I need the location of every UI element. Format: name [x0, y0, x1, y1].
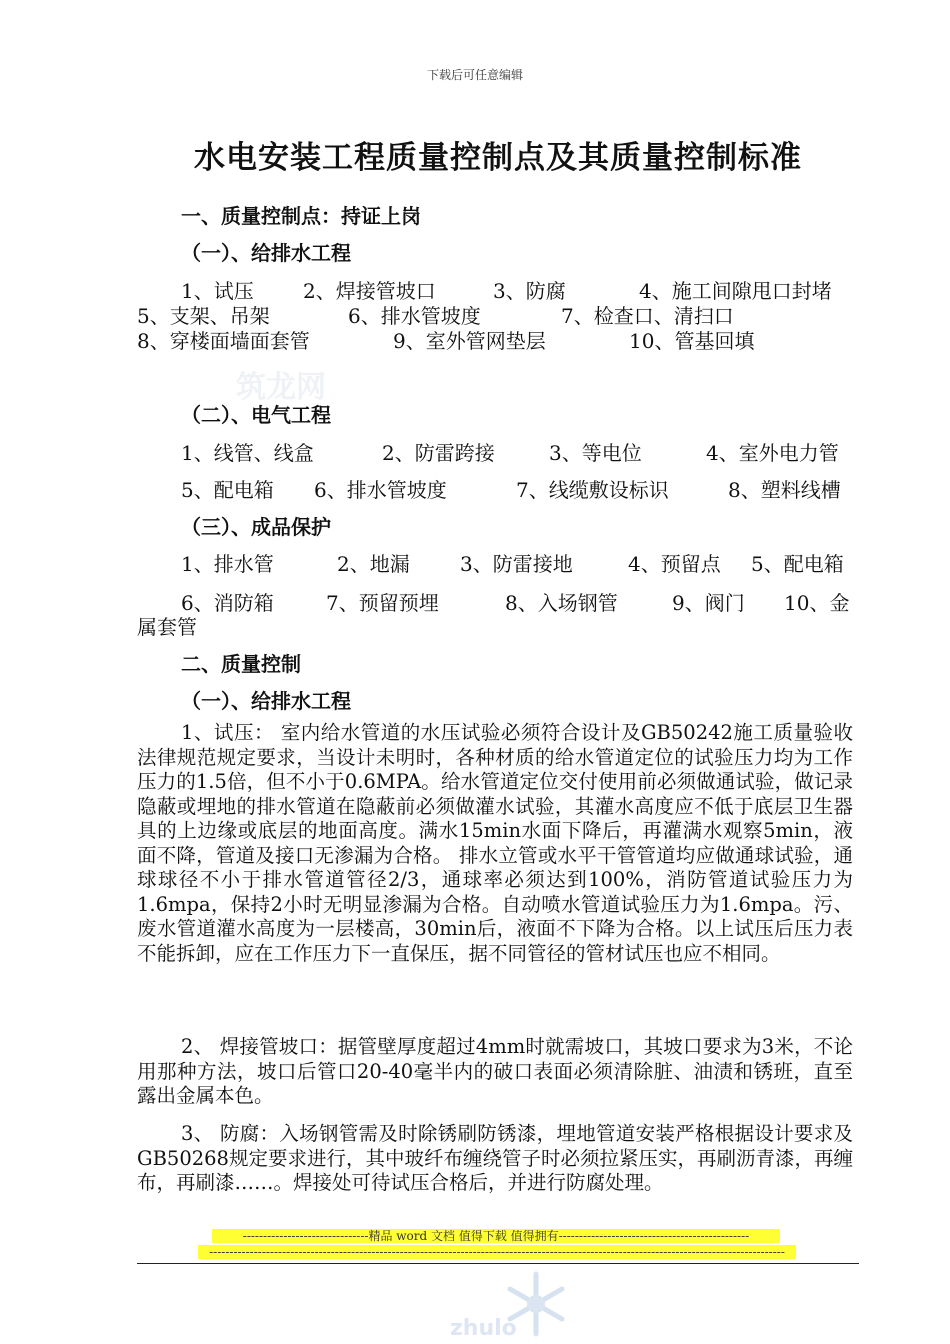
paragraph-text: 3、 防腐：入场钢管需及时除锈刷防锈漆，埋地管道安装严格根据设计要求及GB50268规定要求进行，其中玻纤布缠绕管子时必须拉紧压实，再刷沥青漆，再缠布，再刷漆……。焊接处可待试压合格后，并进行防腐处理。 — [137, 1122, 853, 1194]
list-item: 5、配电箱 — [751, 552, 844, 576]
list-item: 10、金 — [784, 591, 850, 615]
list-item: 1、试压 — [181, 279, 254, 303]
paragraph-text: 2、 焊接管坡口：据管壁厚度超过4mm时就需坡口，其坡口要求为3米，不论用那种方法，坡口后管口20-40毫半内的破口表面必须清除脏、油渍和锈班，直至露出金属本色。 — [137, 1035, 853, 1107]
list-item: 6、消防箱 — [181, 591, 274, 615]
list-item: 7、预留预埋 — [326, 591, 439, 615]
list-item: 6、排水管坡度 — [348, 304, 481, 328]
paragraph-text: 1、试压： 室内给水管道的水压试验必须符合设计及GB50242施工质量验收法律规范规定要求，当设计未明时，各种材质的给水管道定位的试验压力均为工作压力的1.5倍，但不小于0.6MPA。给水管道定位交付使用前必须做通试验，做记录隐蔽或埋地的排水管道在隐蔽前必须做灌水试验，其灌水高度应不低于底层卫生器具的上边缘或底层的地面高度。满水15min水面下降后，再灌满水观察5min，液面不降，管道及接口无渗漏为合格。 排水立管或水平干管管道均应做通球试验，通球球径不小于排水管道管径2/3，通球率必须达到100%，消防管道试验压力为1.6mpa，保持2小时无明显渗漏为合格。自动喷水管道试验压力为1.6mpa。污、废水管道灌水高度为一层楼高，30min后，液面不下降为合格。以上试压后压力表不能拆卸，应在工作压力下一直保压，据不同管径的管材试压也应不相同。 — [137, 721, 853, 965]
section1-sub1-heading: （一）、给排水工程 — [181, 241, 351, 265]
section1-heading: 一、质量控制点：持证上岗 — [181, 204, 421, 228]
footer-divider — [137, 1263, 859, 1264]
list-item: 7、检查口、清扫口 — [561, 304, 734, 328]
section2-sub1-heading: （一）、给排水工程 — [181, 689, 351, 713]
list-item: 4、预留点 — [628, 552, 721, 576]
list-item: 3、等电位 — [549, 441, 642, 465]
list-item: 2、防雷跨接 — [382, 441, 495, 465]
paragraph-weld-bevel — [137, 1035, 853, 1109]
watermark-text: 筑龙网 — [236, 370, 326, 405]
list-item: 9、阀门 — [672, 591, 745, 615]
list-item: 8、入场钢管 — [505, 591, 618, 615]
footer-banner-rule: ---------------------------------------------------------------------------------------------------------------------------------------------- — [198, 1245, 796, 1259]
header-note: 下载后可任意编辑 — [426, 68, 523, 82]
list-item: 2、地漏 — [337, 552, 410, 576]
list-item: 10、管基回填 — [629, 329, 755, 353]
list-item: 1、线管、线盒 — [181, 441, 314, 465]
logo-text: zhulo — [450, 1316, 517, 1341]
section1-sub2-heading: （二）、电气工程 — [181, 403, 331, 427]
list-item: 6、排水管坡度 — [314, 478, 447, 502]
document-title: 水电安装工程质量控制点及其质量控制标准 — [194, 140, 802, 176]
list-item: 1、排水管 — [181, 552, 274, 576]
footer-banner: -------------------------------精品 word 文档 值得下载 值得拥有----------------------------------------------- — [212, 1229, 780, 1243]
list-item: 3、防雷接地 — [460, 552, 573, 576]
list-item: 属套管 — [137, 615, 197, 639]
list-item: 4、室外电力管 — [706, 441, 839, 465]
list-item: 4、施工间隙甩口封堵 — [639, 279, 832, 303]
list-item: 5、配电箱 — [181, 478, 274, 502]
list-item: 7、线缆敷设标识 — [516, 478, 669, 502]
list-item: 3、防腐 — [493, 279, 566, 303]
section2-heading: 二、质量控制 — [181, 652, 301, 676]
section1-sub3-heading: （三）、成品保护 — [181, 515, 331, 539]
list-item: 8、塑料线槽 — [728, 478, 841, 502]
list-item: 9、室外管网垫层 — [393, 329, 546, 353]
list-item: 8、穿楼面墙面套管 — [137, 329, 310, 353]
paragraph-pressure-test — [137, 721, 853, 966]
paragraph-anticorrosion — [137, 1122, 853, 1196]
list-item: 2、焊接管坡口 — [303, 279, 436, 303]
list-item: 5、支架、吊架 — [137, 304, 270, 328]
